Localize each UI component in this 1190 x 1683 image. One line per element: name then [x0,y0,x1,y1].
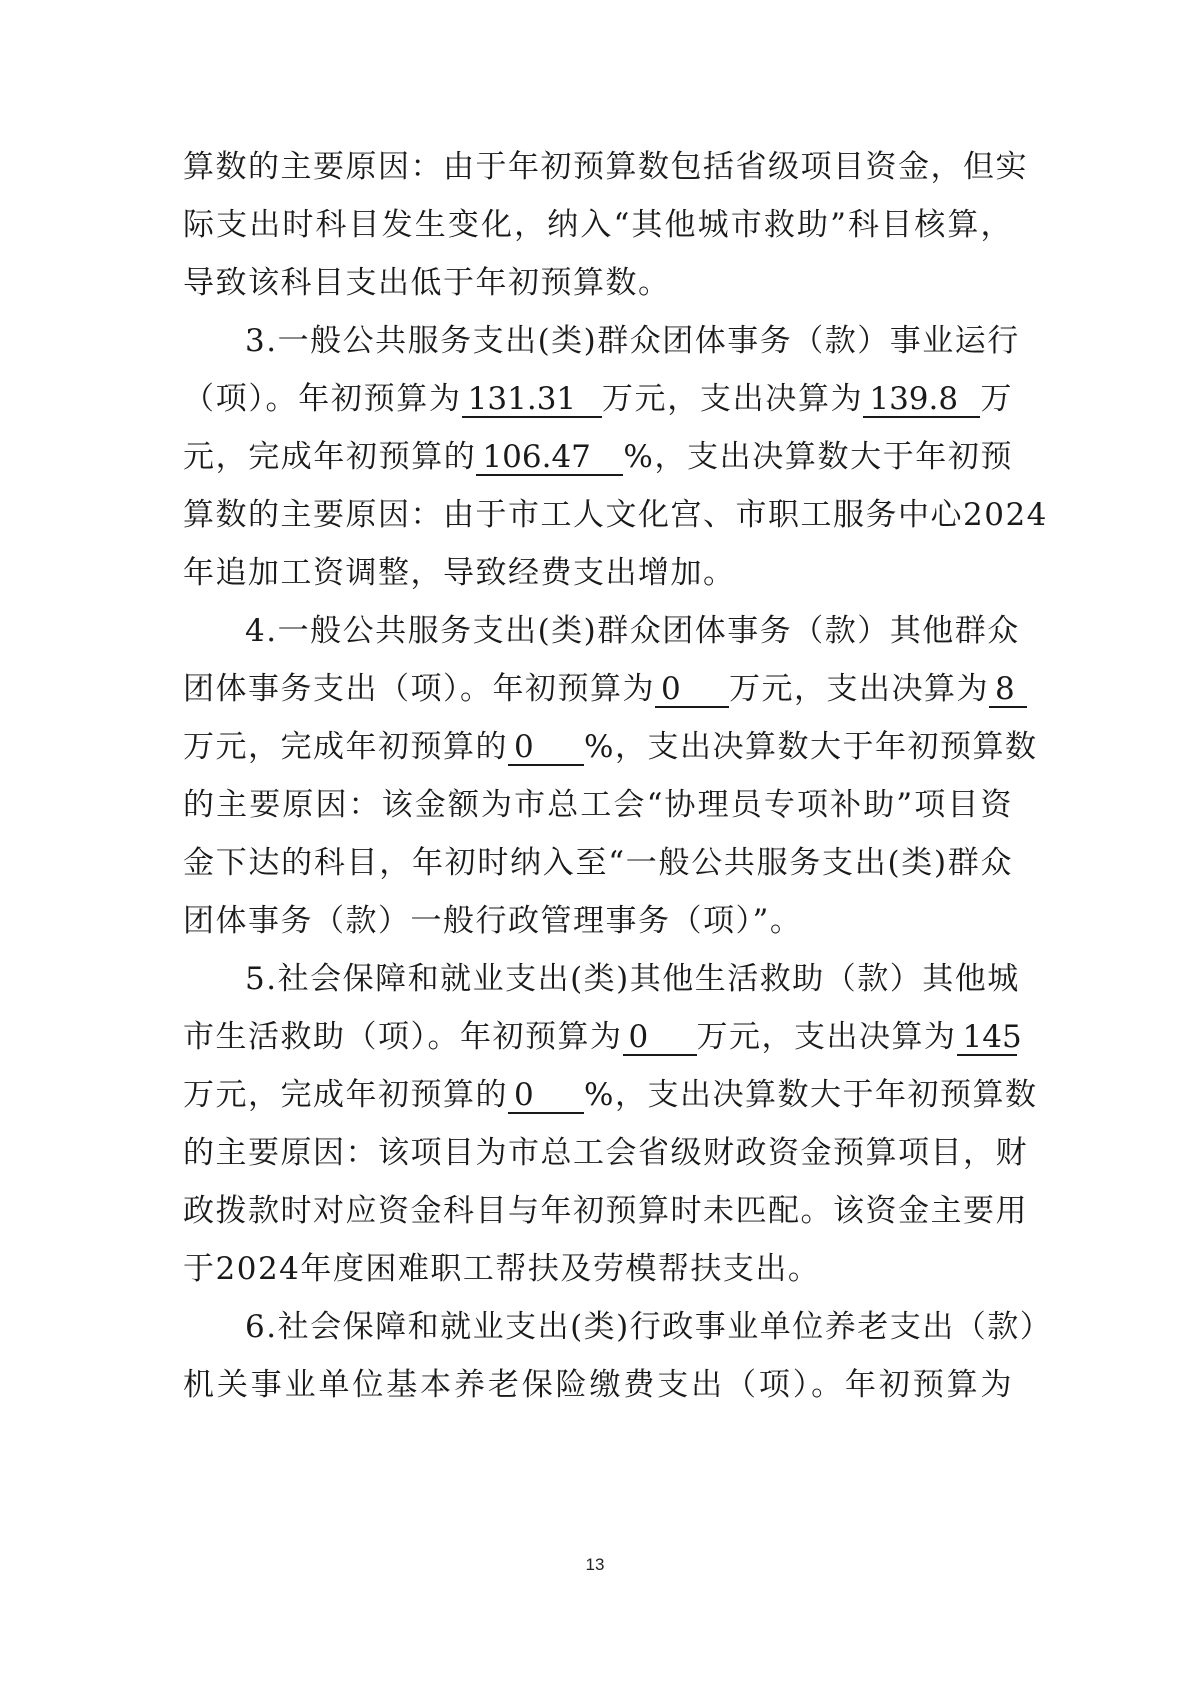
text-line [183,718,1038,776]
text-line [183,1066,1038,1124]
actual-value: 145 [957,1020,1017,1056]
text-segment: 市生活救助（项）。年初预算为 [183,1019,623,1055]
paragraph-4 [183,602,1038,950]
text-segment: 万元，支出决算为 [729,671,989,707]
text-line: 3.一般公共服务支出(类)群众团体事务（款）事业运行 [245,323,1020,359]
text-line [183,428,1013,486]
text-segment: （项）。年初预算为 [183,381,462,417]
text-segment: 团体事务支出（项）。年初预算为 [183,671,655,707]
text-line: 导致该科目支出低于年初预算数。 [183,265,671,301]
text-line: 的主要原因：该项目为市总工会省级财政资金预算项目，财 [183,1135,1028,1171]
text-line: 5.社会保障和就业支出(类)其他生活救助（款）其他城 [245,961,1020,997]
text-line: 金下达的科目，年初时纳入至“一般公共服务支出(类)群众 [183,845,1013,881]
paragraph-5 [183,950,1038,1298]
budget-value: 0 [623,1020,697,1056]
text-line: 的主要原因：该金额为市总工会“协理员专项补助”项目资 [183,787,1013,823]
actual-value: 139.8 [863,382,980,418]
completion-rate: 106.47 [476,440,623,476]
text-line [183,370,1013,428]
text-line: 6.社会保障和就业支出(类)行政事业单位养老支出（款） [245,1309,1053,1345]
text-segment: %，支出决算数大于年初预 [623,439,1013,475]
text-line: 4.一般公共服务支出(类)群众团体事务（款）其他群众 [245,613,1020,649]
text-line: 于2024年度困难职工帮扶及劳模帮扶支出。 [183,1251,821,1287]
paragraph-6 [183,1298,1053,1414]
text-line: 机关事业单位基本养老保险缴费支出（项）。年初预算为 [183,1367,1013,1403]
body-text [183,138,1053,1414]
text-line: 政拨款时对应资金科目与年初预算时未匹配。该资金主要用 [183,1193,1028,1229]
budget-value: 131.31 [462,382,602,418]
text-segment: 万元，完成年初预算的 [183,729,508,765]
text-line [183,660,1013,718]
text-segment: %，支出决算数大于年初预算数 [584,1077,1038,1113]
page-number: 13 [585,1555,605,1574]
text-segment: 元，完成年初预算的 [183,439,477,475]
text-segment: 万元，完成年初预算的 [183,1077,508,1113]
text-segment: 万 [980,381,1014,417]
text-line: 际支出时科目发生变化，纳入“其他城市救助”科目核算， [183,207,1013,243]
paragraph-2-tail [183,138,1028,312]
budget-value: 0 [655,672,729,708]
text-line [183,1008,1022,1066]
text-segment: 万元，支出决算为 [601,381,864,417]
text-segment: 万元，支出决算为 [696,1019,957,1055]
completion-rate: 0 [508,1078,584,1114]
text-line: 年追加工资调整，导致经费支出增加。 [183,555,736,591]
text-line: 算数的主要原因：由于市工人文化宫、市职工服务中心2024 [183,497,1048,533]
actual-value: 8 [989,672,1027,708]
text-segment: %，支出决算数大于年初预算数 [584,729,1038,765]
paragraph-3 [183,312,1048,602]
text-line: 团体事务（款）一般行政管理事务（项）”。 [183,903,803,939]
text-line: 算数的主要原因：由于年初预算数包括省级项目资金，但实 [183,149,1028,185]
completion-rate: 0 [508,730,584,766]
